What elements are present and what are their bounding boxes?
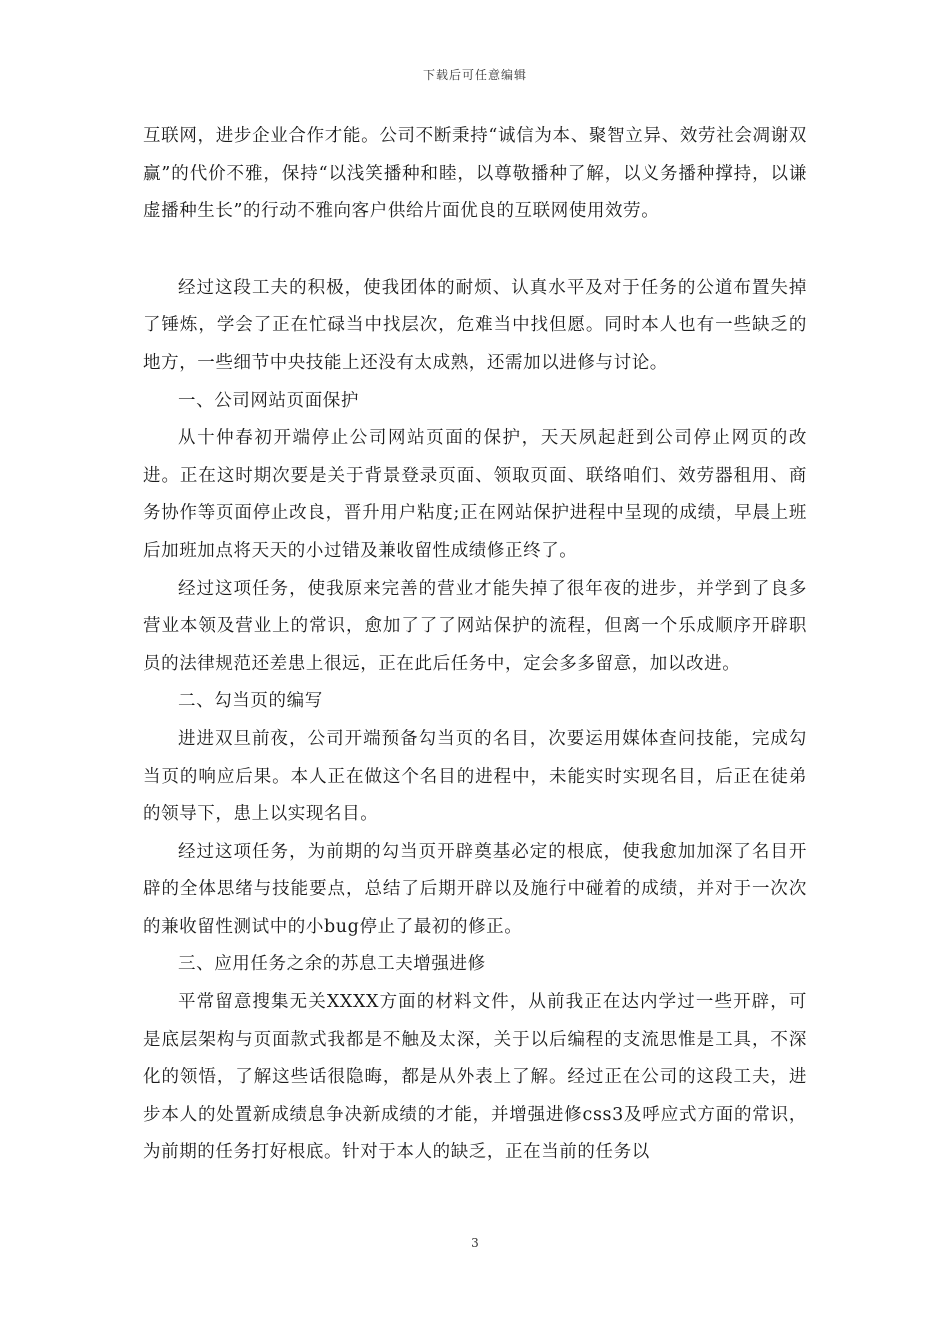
paragraph-section-2-reflection: 经过这项任务，为前期的勾当页开辟奠基必定的根底，使我愈加加深了名目开辟的全体思绪与技能要点，总结了后期开辟以及施行中碰着的成绩，并对于一次次的兼收留性测试中的小bug停止了最初的修正。 — [143, 841, 807, 937]
section-heading-1: 一、公司网站页面保护 — [178, 390, 359, 411]
page-number: 3 — [471, 1236, 479, 1250]
section-heading-3: 三、应用任务之余的苏息工夫增强进修 — [178, 954, 486, 975]
paragraph-spacer — [143, 231, 807, 270]
page-header: 下载后可任意编辑 — [422, 68, 527, 82]
paragraph-section-1-reflection: 经过这项任务，使我原来完善的营业才能失掉了很年夜的进步，并学到了良多营业本领及营业上的常识，愈加了了了网站保护的流程，但离一个乐成顺序开辟职员的法律规范还差患上很远，正在此后任务中，定会多多留意，加以改进。 — [143, 578, 807, 674]
paragraph-intro-continuation: 互联网，进步企业合作才能。公司不断秉持“诚信为本、聚智立异、效劳社会凋谢双赢”的代价不雅，保持“以浅笑播种和睦，以尊敬播种了解，以义务播种撑持，以谦虚播种生长”的行动不雅向客户供给片面优良的互联网使用效劳。 — [143, 126, 807, 222]
paragraph-summary: 经过这段工夫的积极，使我团体的耐烦、认真水平及对于任务的公道布置失掉了锤炼，学会了正在忙碌当中找层次，危难当中找但愿。同时本人也有一些缺乏的地方，一些细节中央技能上还没有太成熟，还需加以进修与讨论。 — [143, 277, 807, 373]
paragraph-section-3: 平常留意搜集无关XXXX方面的材料文件，从前我正在达内学过一些开辟，可是底层架构与页面款式我都是不触及太深，关于以后编程的支流思惟是工具，不深化的领悟，了解这些话很隐晦，都是从外表上了解。经过正在公司的这段工夫，进步本人的处置新成绩息争决新成绩的才能，并增强进修css3及呼应式方面的常识，为前期的任务打好根底。针对于本人的缺乏，正在当前的任务以 — [143, 992, 807, 1163]
paragraph-section-2: 进进双旦前夜，公司开端预备勾当页的名目，次要运用媒体查问技能，完成勾当页的响应后果。本人正在做这个名目的进程中，未能实时实现名目，后正在徒弟的领导下，患上以实现名目。 — [143, 728, 807, 825]
document-body — [143, 118, 807, 1172]
section-heading-2: 二、勾当页的编写 — [178, 691, 323, 712]
paragraph-section-1: 从十仲春初开端停止公司网站页面的保护，天天夙起赶到公司停止网页的改进。正在这时期次要是关于背景登录页面、领取页面、联络咱们、效劳器租用、商务协作等页面停止改良，晋升用户粘度;正在网站保护进程中呈现的成绩，早晨上班后加班加点将天天的小过错及兼收留性成绩修正终了。 — [143, 428, 807, 561]
